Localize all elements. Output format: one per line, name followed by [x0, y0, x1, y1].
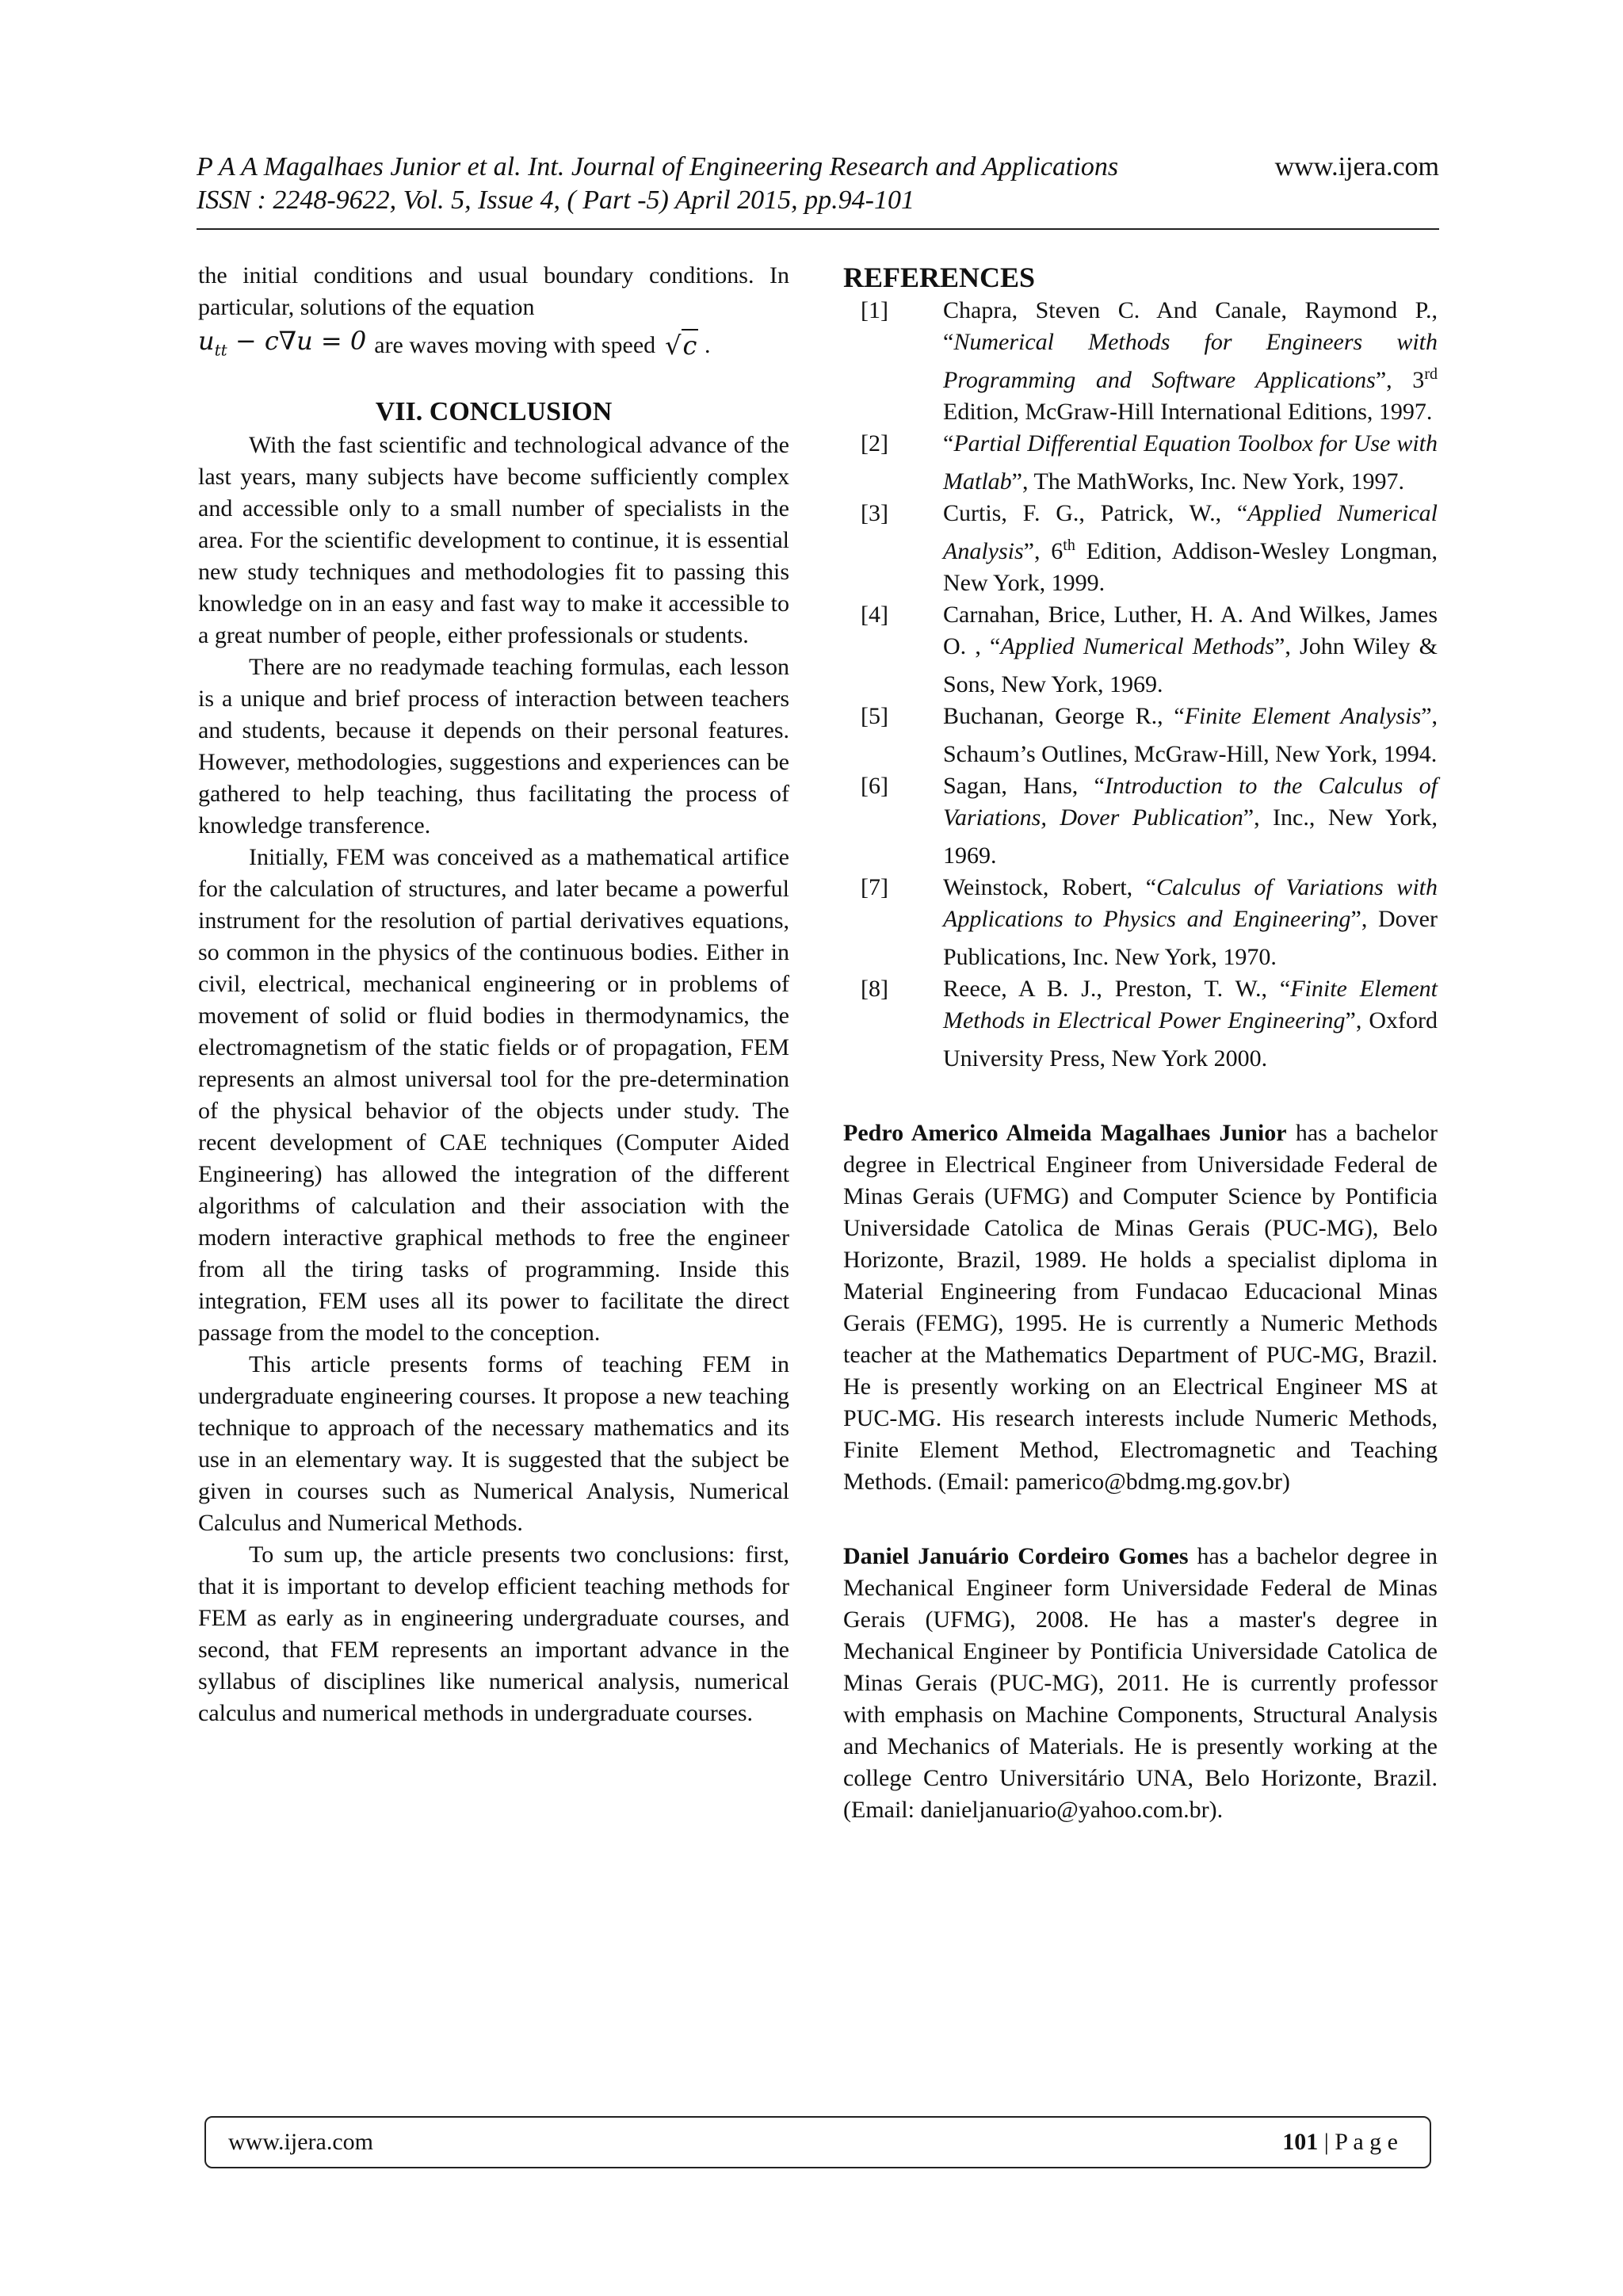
- reference-item: [843, 599, 1438, 701]
- wave-equation: $u_{tt} - c\nabla u = 0$: [198, 326, 367, 360]
- wave-equation-line: $u_{tt} - c\nabla u = 0$ are waves moving with speed √c .: [198, 328, 789, 363]
- reference-text: Weinstock, Robert, “Calculus of Variations with Applications to Physics and Engineering”, Dover Publications, Inc. New York, 1970.: [943, 874, 1438, 970]
- reference-item: [843, 770, 1438, 872]
- page-number: 101 | P a g e: [1282, 2129, 1398, 2155]
- reference-number: [7]: [861, 874, 888, 900]
- reference-text: “Partial Differential Equation Toolbox for Use with Matlab”, The MathWorks, Inc. New York, 1997.: [943, 430, 1438, 495]
- reference-item: [843, 428, 1438, 498]
- reference-item: [843, 872, 1438, 973]
- header-line-2: [197, 184, 1439, 217]
- header-citation: P A A Magalhaes Junior et al. Int. Journal of Engineering Research and Applications: [197, 152, 1119, 181]
- header-divider: [197, 228, 1439, 230]
- right-column: [843, 260, 1438, 1826]
- reference-text: Carnahan, Brice, Luther, H. A. And Wilkes, James O. , “Applied Numerical Methods”, John Wiley & Sons, New York, 1969.: [943, 602, 1438, 697]
- header-line-1: [197, 151, 1439, 184]
- author-name-1: Pedro Americo Almeida Magalhaes Junior: [843, 1120, 1287, 1146]
- reference-text: Chapra, Steven C. And Canale, Raymond P., “Numerical Methods for Engineers with Programming and Software Applications”, 3rd Edition, McGraw-Hill International Editions, 1997.: [943, 297, 1438, 425]
- author-bio-1: Pedro Americo Almeida Magalhaes Junior has a bachelor degree in Electrical Engineer from Universidade Federal de Minas Gerais (UFMG) and Computer Science by Pontificia Universidade Catolica de Minas Gerais (PUC-MG), Belo Horizonte, Brazil, 1989. He holds a specialist diploma in Material Engineering from Fundacao Educacional Minas Gerais (FEMG), 1995. He is currently a Numeric Methods teacher at the Mathematics Department of PUC-MG, Brazil. He is presently working on an Electrical Engineer MS at PUC-MG. His research interests include Numeric Methods, Finite Element Method, Electromagnetic and Teaching Methods. (Email: pamerico@bdmg.mg.gov.br): [843, 1120, 1438, 1495]
- footer-website[interactable]: www.ijera.com: [228, 2129, 373, 2155]
- header-issn: ISSN : 2248-9622, Vol. 5, Issue 4, ( Part -5) April 2015, pp.94-101: [197, 185, 915, 215]
- running-header: [197, 151, 1439, 217]
- reference-number: [3]: [861, 500, 888, 526]
- reference-item: [843, 973, 1438, 1075]
- reference-number: [5]: [861, 703, 888, 729]
- author-name-2: Daniel Januário Cordeiro Gomes: [843, 1543, 1189, 1569]
- author-bio-2: Daniel Januário Cordeiro Gomes has a bachelor degree in Mechanical Engineer form Universidade Federal de Minas Gerais (UFMG), 2008. He has a master's degree in Mechanical Engineer by Pontificia Universidade Catolica de Minas Gerais (PUC-MG), 2011. He is currently professor with emphasis on Machine Components, Structural Analysis and Mechanics of Materials. He is presently working at the college Centro Universitário UNA, Belo Horizonte, Brazil. (Email: danieljanuario@yahoo.com.br).: [843, 1543, 1438, 1823]
- left-column: [198, 260, 789, 1729]
- reference-item: [843, 295, 1438, 428]
- intro-paragraph: the initial conditions and usual boundary conditions. In particular, solutions of the equation: [198, 262, 789, 320]
- page-footer: [204, 2116, 1431, 2168]
- equation-description: are waves moving with speed: [374, 332, 656, 358]
- conclusion-paragraph-5: To sum up, the article presents two conclusions: first, that it is important to develop efficient teaching methods for FEM as early as in engineering undergraduate courses, and second, that FEM represents an important advance in the syllabus of disciplines like numerical analysis, numerical calculus and numerical methods in undergraduate courses.: [198, 1541, 789, 1726]
- reference-number: [1]: [861, 297, 888, 323]
- section-title-conclusion: VII. CONCLUSION: [375, 397, 613, 426]
- reference-text: Sagan, Hans, “Introduction to the Calculus of Variations, Dover Publication”, Inc., New York, 1969.: [943, 773, 1438, 869]
- reference-text: Buchanan, George R., “Finite Element Analysis”, Schaum’s Outlines, McGraw-Hill, New York, 1994.: [943, 703, 1438, 767]
- conclusion-paragraph-3: Initially, FEM was conceived as a mathematical artifice for the calculation of structures, and later became a powerful instrument for the resolution of partial derivatives equations, so common in the physics of the continuous bodies. Either in civil, electrical, mechanical engineering or in problems of movement of solid or fluid bodies in thermodynamics, the electromagnetism of the static fields or of propagation, FEM represents an almost universal tool for the pre-determination of the physical behavior of the objects under study. The recent development of CAE techniques (Computer Aided Engineering) has allowed the integration of the different algorithms of calculation and their association with the modern interactive graphical methods to free the engineer from all the tiring tasks of programming. Inside this integration, FEM uses all its power to facilitate the direct passage from the model to the conception.: [198, 844, 789, 1346]
- reference-text: Reece, A B. J., Preston, T. W., “Finite Element Methods in Electrical Power Engineering”, Oxford University Press, New York 2000.: [943, 976, 1438, 1072]
- conclusion-paragraph-1: With the fast scientific and technological advance of the last years, many subjects have become sufficiently complex and accessible only to a small number of specialists in the area. For the scientific development to continue, it is essential new study techniques and methodologies fit to passing this knowledge on in an easy and fast way to make it accessible to a great number of people, either professionals or students.: [198, 432, 789, 648]
- conclusion-paragraph-4: This article presents forms of teaching FEM in undergraduate engineering courses. It propose a new teaching technique to approach of the necessary mathematics and its use in an elementary way. It is suggested that the subject be given in courses such as Numerical Analysis, Numerical Calculus and Numerical Methods.: [198, 1351, 789, 1536]
- reference-number: [8]: [861, 976, 888, 1002]
- reference-number: [2]: [861, 430, 888, 457]
- reference-list: [843, 295, 1438, 1075]
- reference-number: [6]: [861, 773, 888, 799]
- reference-number: [4]: [861, 602, 888, 628]
- header-website[interactable]: www.ijera.com: [1274, 152, 1439, 181]
- reference-item: [843, 701, 1438, 770]
- reference-text: Curtis, F. G., Patrick, W., “Applied Numerical Analysis”, 6th Edition, Addison-Wesley Longman, New York, 1999.: [943, 500, 1438, 596]
- conclusion-paragraph-2: There are no readymade teaching formulas, each lesson is a unique and brief process of interaction between teachers and students, because it depends on their personal features. However, methodologies, suggestions and experiences can be gathered to help teaching, thus facilitating the process of knowledge transference.: [198, 654, 789, 839]
- references-title: REFERENCES: [843, 262, 1036, 293]
- speed-sqrt: √c: [665, 330, 697, 361]
- reference-item: [843, 498, 1438, 599]
